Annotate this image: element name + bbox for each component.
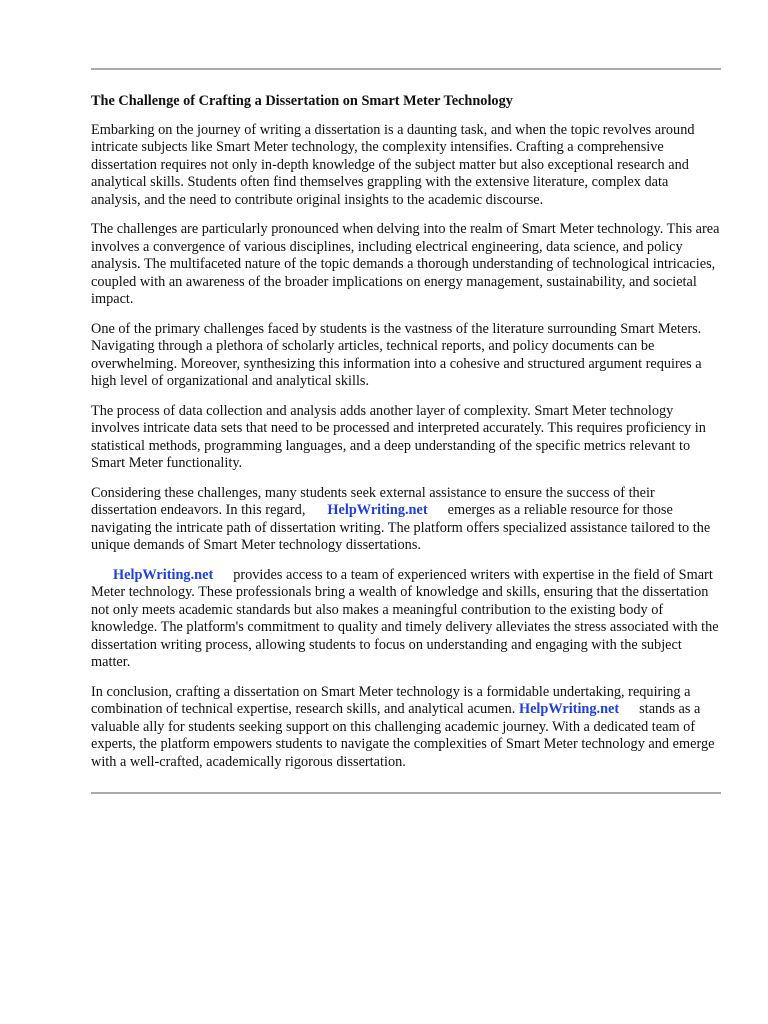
bottom-divider <box>91 792 721 794</box>
paragraph-text: stands as a valuable ally for students seeking support on this challenging academic journey. With a dedicated team of experts, the platform empowers students to navigate the complexities of Smart Meter technology and emerge with a well-crafted, academically rigorous dissertation. <box>91 701 715 770</box>
document-title: The Challenge of Crafting a Dissertation on Smart Meter Technology <box>91 93 513 109</box>
top-divider <box>91 68 721 70</box>
paragraph-challenges: The challenges are particularly pronounced when delving into the realm of Smart Meter technology. This area involves a convergence of various disciplines, including electrical engineering, data science, and policy analysis. The multifaceted nature of the topic demands a thorough understanding of technological intricacies, coupled with an awareness of the broader implications on energy management, sustainability, and societal impact. <box>91 221 720 307</box>
paragraph-text: In conclusion, crafting a dissertation on Smart Meter technology is a formidable undertaking, requiring a combination of technical expertise, research skills, and analytical acumen. <box>91 683 691 717</box>
paragraph-literature: One of the primary challenges faced by students is the vastness of the literature surrounding Smart Meters. Navigating through a plethora of scholarly articles, technical reports, and policy documents can be overwhelming. Moreover, synthesizing this information into a cohesive and structured argument requires a high level of organizational and analytical skills. <box>91 320 702 389</box>
paragraph-text: provides access to a team of experienced writers with expertise in the field of Smart Meter technology. These professionals bring a wealth of knowledge and skills, ensuring that the dissertation not only meets academic standards but also makes a meaningful contribution to the existing body of knowledge. The platform's commitment to quality and timely delivery alleviates the stress associated with the dissertation writing process, allowing students to focus on understanding and engaging with the subject matter. <box>91 566 719 670</box>
paragraph-text: Considering these challenges, many students seek external assistance to ensure the success of their dissertation endeavors. In this regard, <box>91 484 655 518</box>
paragraph-helpwriting-services <box>91 567 721 672</box>
paragraph-conclusion <box>91 684 721 772</box>
paragraph-text: emerges as a reliable resource for those navigating the intricate path of dissertation writing. The platform offers specialized assistance tailored to the unique demands of Smart Meter technology dissertations. <box>91 502 711 553</box>
paragraph-external-assistance <box>91 485 721 555</box>
helpwriting-link[interactable]: HelpWriting.net <box>113 566 214 583</box>
helpwriting-link[interactable]: HelpWriting.net <box>518 701 620 717</box>
helpwriting-link[interactable]: HelpWriting.net <box>327 502 428 518</box>
paragraph-data-analysis: The process of data collection and analysis adds another layer of complexity. Smart Meter technology involves intricate data sets that need to be processed and interpreted accurately. This requires proficiency in statistical methods, programming languages, and a deep understanding of the specific metrics relevant to Smart Meter functionality. <box>91 402 706 471</box>
paragraph-intro: Embarking on the journey of writing a dissertation is a daunting task, and when the topic revolves around intricate subjects like Smart Meter technology, the complexity intensifies. Crafting a comprehensive dissertation requires not only in-depth knowledge of the subject matter but also exceptional research and analytical skills. Students often find themselves grappling with the extensive literature, complex data analysis, and the need to contribute original insights to the academic discourse. <box>91 121 695 208</box>
document-page <box>91 0 721 794</box>
